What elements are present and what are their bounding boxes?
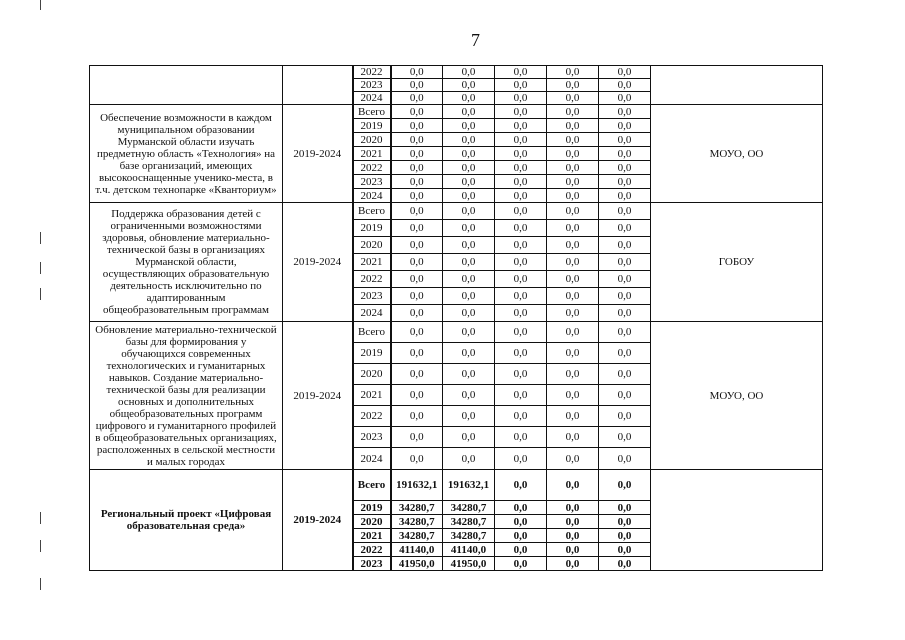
amount-cell: 0,0	[547, 237, 599, 254]
amount-cell: 0,0	[599, 322, 651, 343]
year-cell: 2022	[353, 66, 391, 79]
amount-cell: 0,0	[443, 92, 495, 105]
year-cell: 2020	[353, 133, 391, 147]
amount-cell: 0,0	[495, 271, 547, 288]
amount-cell: 0,0	[599, 119, 651, 133]
amount-cell: 0,0	[495, 543, 547, 557]
amount-cell: 0,0	[391, 66, 443, 79]
year-cell: Всего	[353, 105, 391, 119]
amount-cell: 41950,0	[391, 557, 443, 571]
amount-cell: 0,0	[495, 343, 547, 364]
amount-cell: 0,0	[599, 406, 651, 427]
amount-cell: 0,0	[599, 203, 651, 220]
margin-mark	[40, 232, 41, 244]
amount-cell: 0,0	[547, 305, 599, 322]
year-cell: 2021	[353, 529, 391, 543]
year-cell: 2022	[353, 406, 391, 427]
amount-cell: 0,0	[443, 133, 495, 147]
amount-cell: 0,0	[547, 543, 599, 557]
amount-cell: 0,0	[599, 189, 651, 203]
margin-mark	[40, 288, 41, 300]
amount-cell: 0,0	[443, 147, 495, 161]
amount-cell: 0,0	[443, 119, 495, 133]
amount-cell: 0,0	[547, 501, 599, 515]
table-row	[90, 66, 823, 79]
amount-cell: 34280,7	[391, 529, 443, 543]
amount-cell: 0,0	[495, 147, 547, 161]
year-cell: 2022	[353, 161, 391, 175]
margin-mark	[40, 512, 41, 524]
amount-cell: 0,0	[599, 364, 651, 385]
year-cell: 2023	[353, 427, 391, 448]
amount-cell: 191632,1	[443, 470, 495, 501]
amount-cell: 0,0	[547, 105, 599, 119]
amount-cell: 0,0	[391, 254, 443, 271]
amount-cell: 0,0	[599, 470, 651, 501]
amount-cell: 0,0	[547, 92, 599, 105]
financing-table	[89, 65, 823, 571]
amount-cell: 0,0	[599, 385, 651, 406]
implementation-period: 2019-2024	[283, 322, 353, 470]
amount-cell: 0,0	[443, 161, 495, 175]
year-cell: 2022	[353, 543, 391, 557]
year-cell: 2019	[353, 119, 391, 133]
amount-cell: 0,0	[547, 515, 599, 529]
executor-cell: МОУО, ОО	[651, 105, 823, 203]
amount-cell: 0,0	[547, 220, 599, 237]
amount-cell: 0,0	[495, 406, 547, 427]
amount-cell: 0,0	[495, 161, 547, 175]
amount-cell: 0,0	[495, 501, 547, 515]
amount-cell: 0,0	[443, 271, 495, 288]
amount-cell: 0,0	[391, 305, 443, 322]
amount-cell: 0,0	[495, 66, 547, 79]
amount-cell: 0,0	[391, 288, 443, 305]
amount-cell: 0,0	[599, 175, 651, 189]
amount-cell: 0,0	[547, 557, 599, 571]
amount-cell: 0,0	[547, 322, 599, 343]
amount-cell: 0,0	[391, 364, 443, 385]
amount-cell: 191632,1	[391, 470, 443, 501]
activity-description	[90, 66, 283, 105]
amount-cell: 0,0	[599, 448, 651, 470]
amount-cell: 0,0	[599, 133, 651, 147]
year-cell: 2021	[353, 254, 391, 271]
amount-cell: 0,0	[443, 385, 495, 406]
amount-cell: 0,0	[599, 147, 651, 161]
amount-cell: 34280,7	[443, 501, 495, 515]
amount-cell: 34280,7	[443, 515, 495, 529]
amount-cell: 0,0	[391, 79, 443, 92]
amount-cell: 0,0	[495, 133, 547, 147]
amount-cell: 0,0	[391, 406, 443, 427]
amount-cell: 0,0	[547, 203, 599, 220]
amount-cell: 0,0	[547, 448, 599, 470]
year-cell: Всего	[353, 322, 391, 343]
implementation-period: 2019-2024	[283, 105, 353, 203]
amount-cell: 0,0	[495, 105, 547, 119]
table-row	[90, 322, 823, 343]
amount-cell: 0,0	[547, 470, 599, 501]
amount-cell: 0,0	[443, 79, 495, 92]
amount-cell: 0,0	[443, 448, 495, 470]
amount-cell: 0,0	[599, 271, 651, 288]
year-cell: 2023	[353, 175, 391, 189]
amount-cell: 0,0	[391, 343, 443, 364]
year-cell: 2020	[353, 364, 391, 385]
year-cell: 2021	[353, 147, 391, 161]
amount-cell: 0,0	[495, 237, 547, 254]
amount-cell: 0,0	[391, 203, 443, 220]
amount-cell: 0,0	[547, 427, 599, 448]
activity-description: Обеспечение возможности в каждом муниципальном образовании Мурманской области изучать предметную область «Технология» на базе организаций, имеющих высокооснащенные ученико-места, в т.ч. детском технопарке «Кванториум»	[90, 105, 283, 203]
amount-cell: 0,0	[391, 105, 443, 119]
amount-cell: 0,0	[391, 220, 443, 237]
amount-cell: 0,0	[391, 161, 443, 175]
amount-cell: 0,0	[391, 119, 443, 133]
amount-cell: 0,0	[495, 203, 547, 220]
amount-cell: 0,0	[495, 529, 547, 543]
executor-cell: ГОБОУ	[651, 203, 823, 322]
amount-cell: 0,0	[443, 254, 495, 271]
amount-cell: 0,0	[495, 92, 547, 105]
amount-cell: 0,0	[599, 427, 651, 448]
amount-cell: 34280,7	[391, 501, 443, 515]
executor-cell: МОУО, ОО	[651, 322, 823, 470]
amount-cell: 0,0	[547, 364, 599, 385]
margin-mark	[40, 262, 41, 274]
amount-cell: 0,0	[599, 288, 651, 305]
amount-cell: 0,0	[443, 322, 495, 343]
executor-cell	[651, 470, 823, 571]
amount-cell: 0,0	[495, 448, 547, 470]
amount-cell: 0,0	[391, 385, 443, 406]
amount-cell: 0,0	[443, 364, 495, 385]
amount-cell: 0,0	[599, 105, 651, 119]
amount-cell: 41140,0	[443, 543, 495, 557]
implementation-period: 2019-2024	[283, 470, 353, 571]
amount-cell: 0,0	[495, 254, 547, 271]
amount-cell: 0,0	[391, 175, 443, 189]
amount-cell: 0,0	[547, 175, 599, 189]
amount-cell: 0,0	[547, 385, 599, 406]
margin-mark	[40, 0, 41, 10]
table-row	[90, 105, 823, 119]
amount-cell: 0,0	[599, 237, 651, 254]
year-cell: 2022	[353, 271, 391, 288]
margin-mark	[40, 540, 41, 552]
amount-cell: 0,0	[547, 119, 599, 133]
amount-cell: 0,0	[495, 189, 547, 203]
amount-cell: 0,0	[443, 427, 495, 448]
year-cell: 2023	[353, 557, 391, 571]
amount-cell: 0,0	[495, 322, 547, 343]
amount-cell: 0,0	[547, 271, 599, 288]
amount-cell: 0,0	[599, 79, 651, 92]
amount-cell: 0,0	[599, 343, 651, 364]
amount-cell: 0,0	[599, 92, 651, 105]
amount-cell: 0,0	[443, 237, 495, 254]
amount-cell: 0,0	[391, 322, 443, 343]
implementation-period	[283, 66, 353, 105]
amount-cell: 0,0	[599, 529, 651, 543]
year-cell: 2020	[353, 515, 391, 529]
amount-cell: 0,0	[443, 288, 495, 305]
amount-cell: 0,0	[495, 427, 547, 448]
amount-cell: 0,0	[495, 364, 547, 385]
amount-cell: 41950,0	[443, 557, 495, 571]
table-row	[90, 203, 823, 220]
amount-cell: 41140,0	[391, 543, 443, 557]
year-cell: 2023	[353, 79, 391, 92]
amount-cell: 0,0	[599, 254, 651, 271]
table-row	[90, 470, 823, 501]
year-cell: 2019	[353, 343, 391, 364]
amount-cell: 34280,7	[391, 515, 443, 529]
amount-cell: 0,0	[599, 543, 651, 557]
amount-cell: 0,0	[495, 175, 547, 189]
amount-cell: 0,0	[599, 501, 651, 515]
page-number: 7	[471, 30, 480, 50]
amount-cell: 0,0	[599, 161, 651, 175]
amount-cell: 0,0	[391, 189, 443, 203]
amount-cell: 0,0	[391, 427, 443, 448]
activity-description: Обновление материально-технической базы для формирования у обучающихся современных технологических и гуманитарных навыков. Создание материально-технической базы для реализации основных и дополнительных общеобразовательных программ цифрового и гуманитарного профилей в общеобразовательных организациях, расположенных в сельской местности и малых городах	[90, 322, 283, 470]
amount-cell: 0,0	[391, 237, 443, 254]
amount-cell: 0,0	[391, 147, 443, 161]
year-cell: Всего	[353, 470, 391, 501]
activity-description: Региональный проект «Цифровая образовательная среда»	[90, 470, 283, 571]
amount-cell: 0,0	[443, 189, 495, 203]
year-cell: 2024	[353, 92, 391, 105]
amount-cell: 0,0	[547, 133, 599, 147]
amount-cell: 0,0	[599, 557, 651, 571]
year-cell: 2024	[353, 189, 391, 203]
amount-cell: 0,0	[495, 288, 547, 305]
executor-cell	[651, 66, 823, 105]
amount-cell: 0,0	[547, 343, 599, 364]
amount-cell: 0,0	[547, 529, 599, 543]
amount-cell: 0,0	[547, 189, 599, 203]
margin-mark	[40, 578, 41, 590]
amount-cell: 0,0	[547, 79, 599, 92]
amount-cell: 0,0	[495, 305, 547, 322]
implementation-period: 2019-2024	[283, 203, 353, 322]
amount-cell: 0,0	[443, 105, 495, 119]
year-cell: 2021	[353, 385, 391, 406]
amount-cell: 0,0	[443, 175, 495, 189]
amount-cell: 0,0	[495, 79, 547, 92]
amount-cell: 0,0	[443, 203, 495, 220]
amount-cell: 34280,7	[443, 529, 495, 543]
amount-cell: 0,0	[547, 161, 599, 175]
amount-cell: 0,0	[547, 66, 599, 79]
amount-cell: 0,0	[547, 147, 599, 161]
amount-cell: 0,0	[599, 515, 651, 529]
amount-cell: 0,0	[547, 406, 599, 427]
year-cell: Всего	[353, 203, 391, 220]
amount-cell: 0,0	[443, 220, 495, 237]
year-cell: 2020	[353, 237, 391, 254]
year-cell: 2024	[353, 448, 391, 470]
amount-cell: 0,0	[599, 305, 651, 322]
amount-cell: 0,0	[391, 92, 443, 105]
amount-cell: 0,0	[391, 133, 443, 147]
amount-cell: 0,0	[391, 448, 443, 470]
amount-cell: 0,0	[443, 305, 495, 322]
amount-cell: 0,0	[495, 385, 547, 406]
amount-cell: 0,0	[495, 119, 547, 133]
year-cell: 2019	[353, 501, 391, 515]
amount-cell: 0,0	[547, 288, 599, 305]
amount-cell: 0,0	[443, 343, 495, 364]
amount-cell: 0,0	[599, 66, 651, 79]
amount-cell: 0,0	[495, 220, 547, 237]
activity-description: Поддержка образования детей с ограниченными возможностями здоровья, обновление материально-технической базы в организациях Мурманской области, осуществляющих образовательную деятельность исключительно по адаптированным общеобразовательным программам	[90, 203, 283, 322]
amount-cell: 0,0	[495, 470, 547, 501]
amount-cell: 0,0	[443, 406, 495, 427]
amount-cell: 0,0	[547, 254, 599, 271]
year-cell: 2019	[353, 220, 391, 237]
amount-cell: 0,0	[495, 515, 547, 529]
amount-cell: 0,0	[391, 271, 443, 288]
amount-cell: 0,0	[495, 557, 547, 571]
amount-cell: 0,0	[599, 220, 651, 237]
amount-cell: 0,0	[443, 66, 495, 79]
year-cell: 2023	[353, 288, 391, 305]
year-cell: 2024	[353, 305, 391, 322]
